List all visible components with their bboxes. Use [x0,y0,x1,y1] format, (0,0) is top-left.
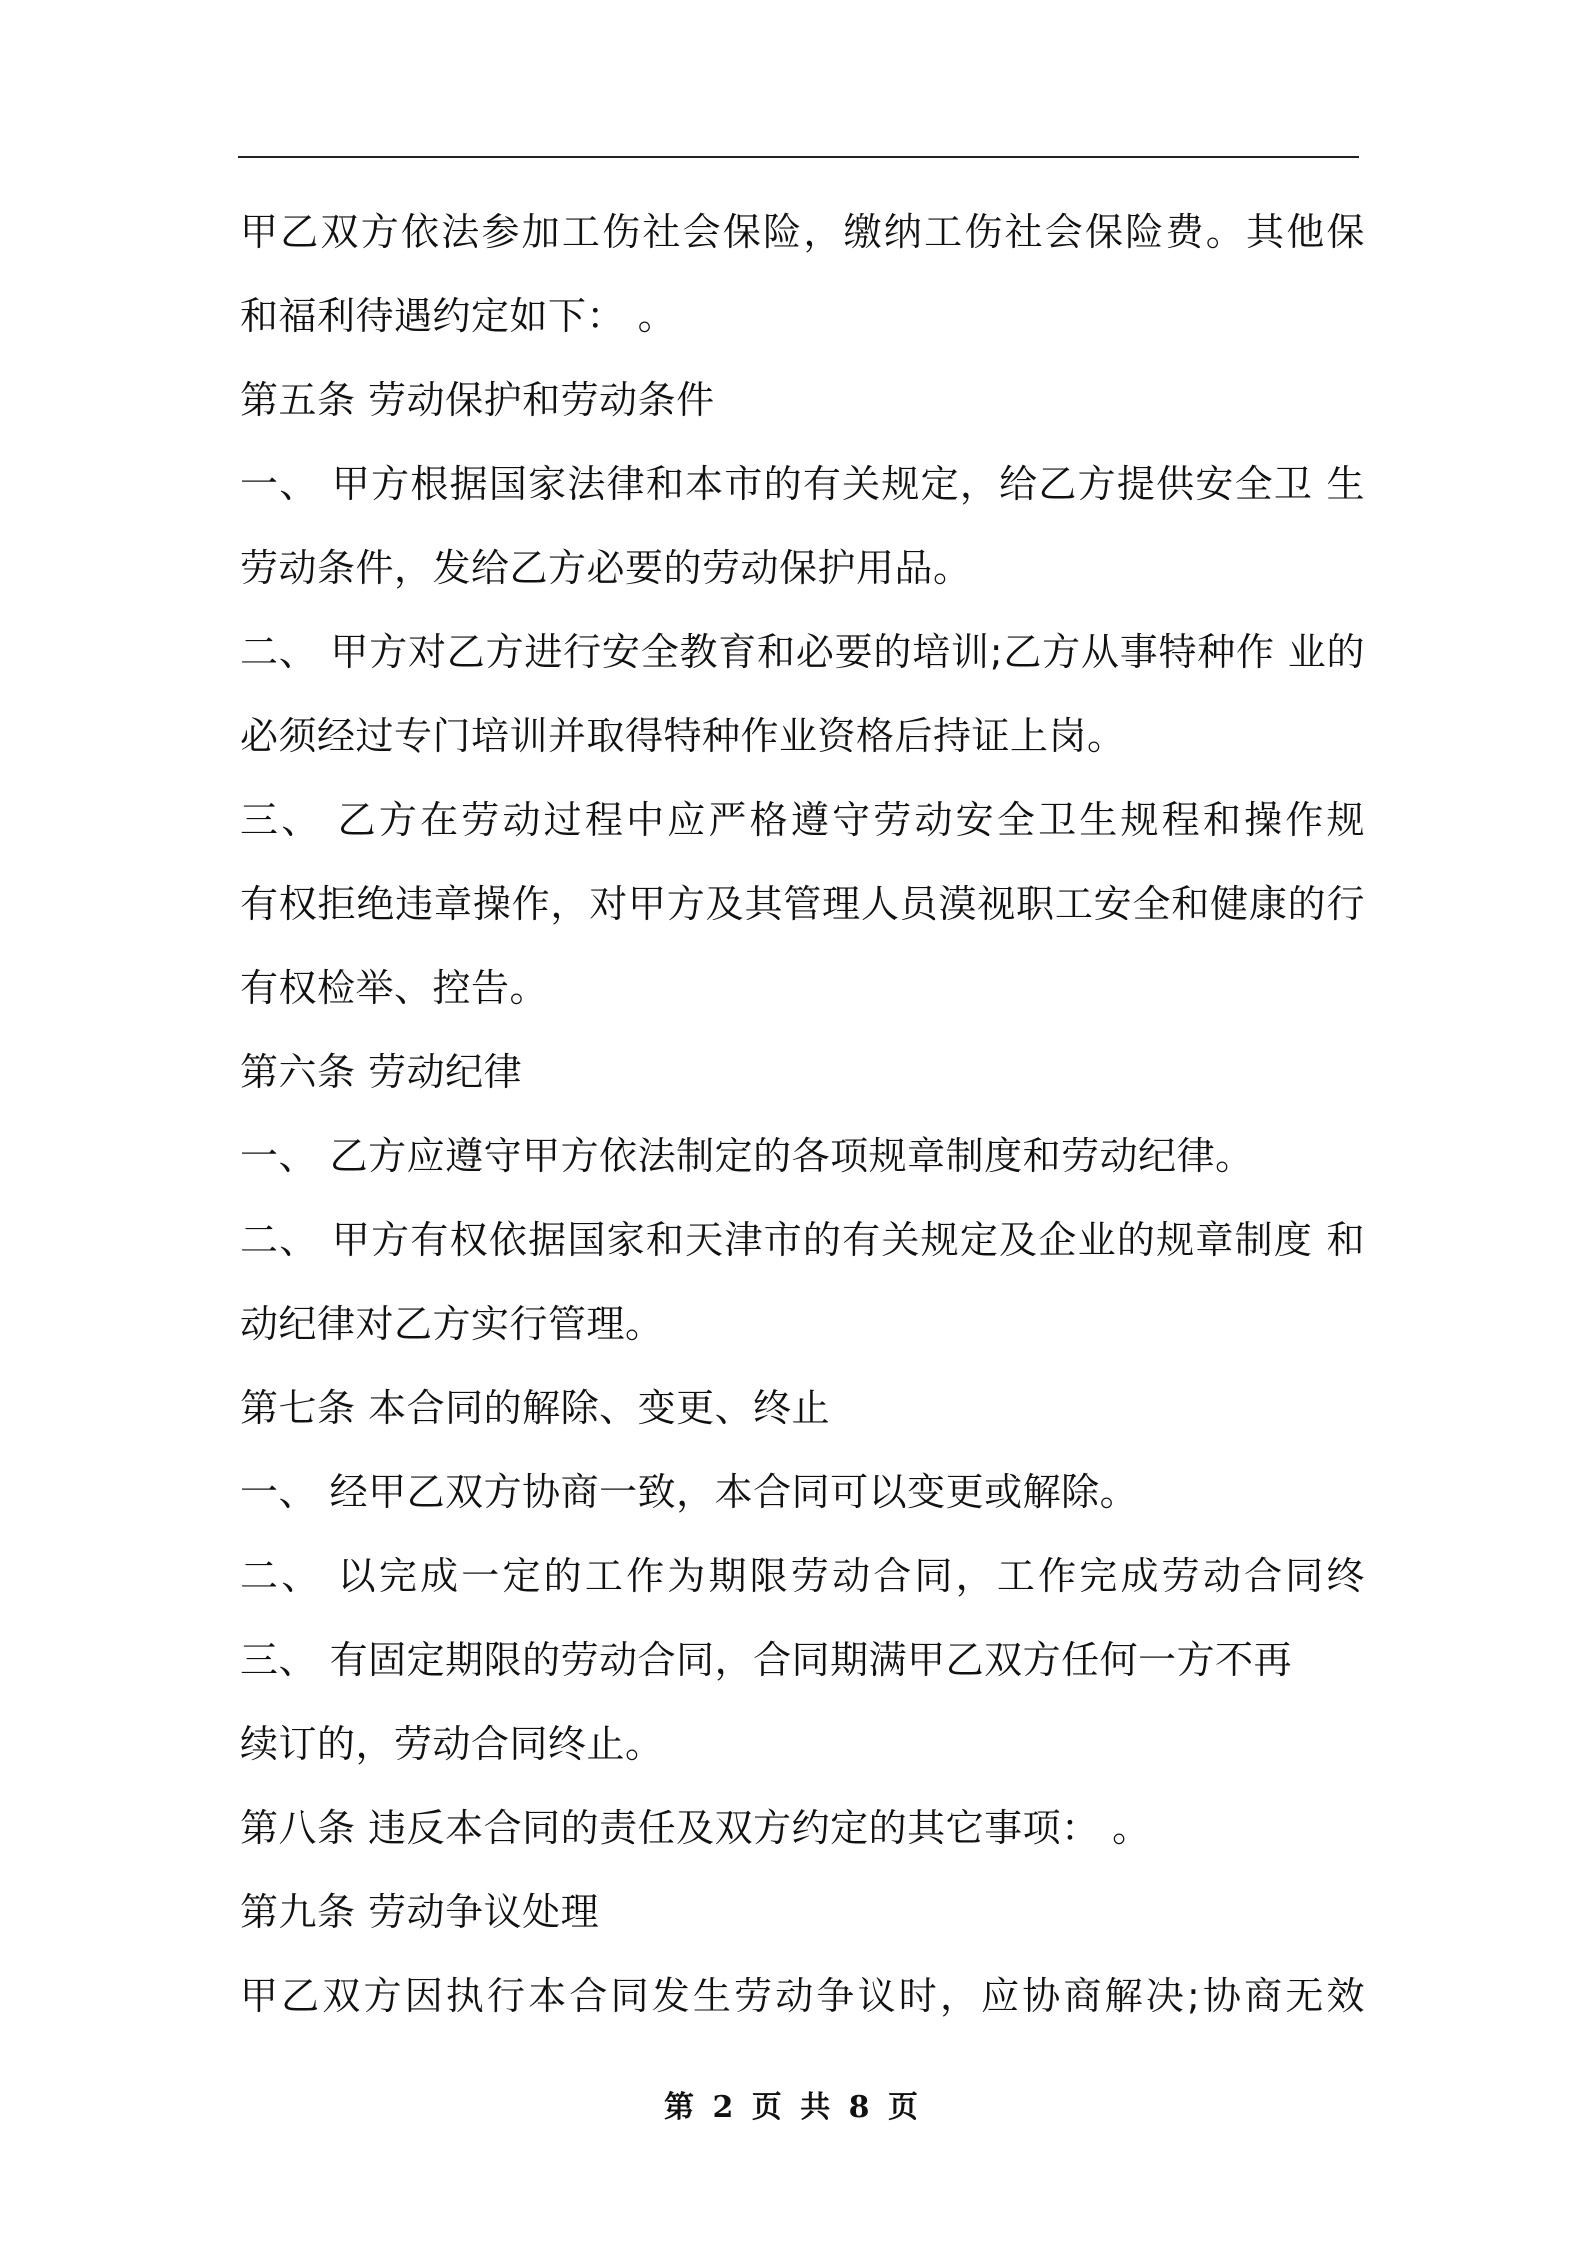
section-heading: 第六条 劳动纪律 [240,1050,523,1094]
text-line: 动纪律对乙方实行管理。 [240,1302,664,1346]
page-footer: 第 2 页 共 8 页 [664,2090,922,2125]
text-line: 二、 甲方对乙方进行安全教育和必要的培训;乙方从事特种作 业的 [240,630,1365,674]
text-line: 三、 有固定期限的劳动合同，合同期满甲乙双方任何一方不再 [240,1638,1293,1682]
header-rule [238,156,1359,158]
section-heading: 第九条 劳动争议处理 [240,1890,600,1934]
text-line: 和福利待遇约定如下： 。 [240,294,677,338]
section-heading: 第七条 本合同的解除、变更、终止 [240,1386,831,1430]
text-line: 必须经过专门培训并取得特种作业资格后持证上岗。 [240,714,1126,758]
text-line: 一、 经甲乙双方协商一致，本合同可以变更或解除。 [240,1470,1139,1514]
text-line: 一、 甲方根据国家法律和本市的有关规定，给乙方提供安全卫 生 [240,462,1365,506]
document-body [240,190,1365,2038]
text-line: 甲乙双方依法参加工伤社会保险，缴纳工伤社会保险费。其他保 [240,210,1365,254]
text-line: 甲乙双方因执行本合同发生劳动争议时，应协商解决;协商无效 [240,1974,1365,2018]
text-line: 三、 乙方在劳动过程中应严格遵守劳动安全卫生规程和操作规 [240,798,1365,842]
text-line: 有权拒绝违章操作，对甲方及其管理人员漠视职工安全和健康的行 [240,882,1365,926]
text-line: 续订的，劳动合同终止。 [240,1722,664,1766]
text-line: 二、 甲方有权依据国家和天津市的有关规定及企业的规章制度 和 [240,1218,1365,1262]
text-line: 有权检举、控告。 [240,966,549,1010]
text-line: 二、 以完成一定的工作为期限劳动合同，工作完成劳动合同终 [240,1554,1365,1598]
text-line: 劳动条件，发给乙方必要的劳动保护用品。 [240,546,972,590]
section-heading: 第八条 违反本合同的责任及双方约定的其它事项： 。 [240,1806,1151,1850]
text-line: 一、 乙方应遵守甲方依法制定的各项规章制度和劳动纪律。 [240,1134,1254,1178]
section-heading: 第五条 劳动保护和劳动条件 [240,378,715,422]
